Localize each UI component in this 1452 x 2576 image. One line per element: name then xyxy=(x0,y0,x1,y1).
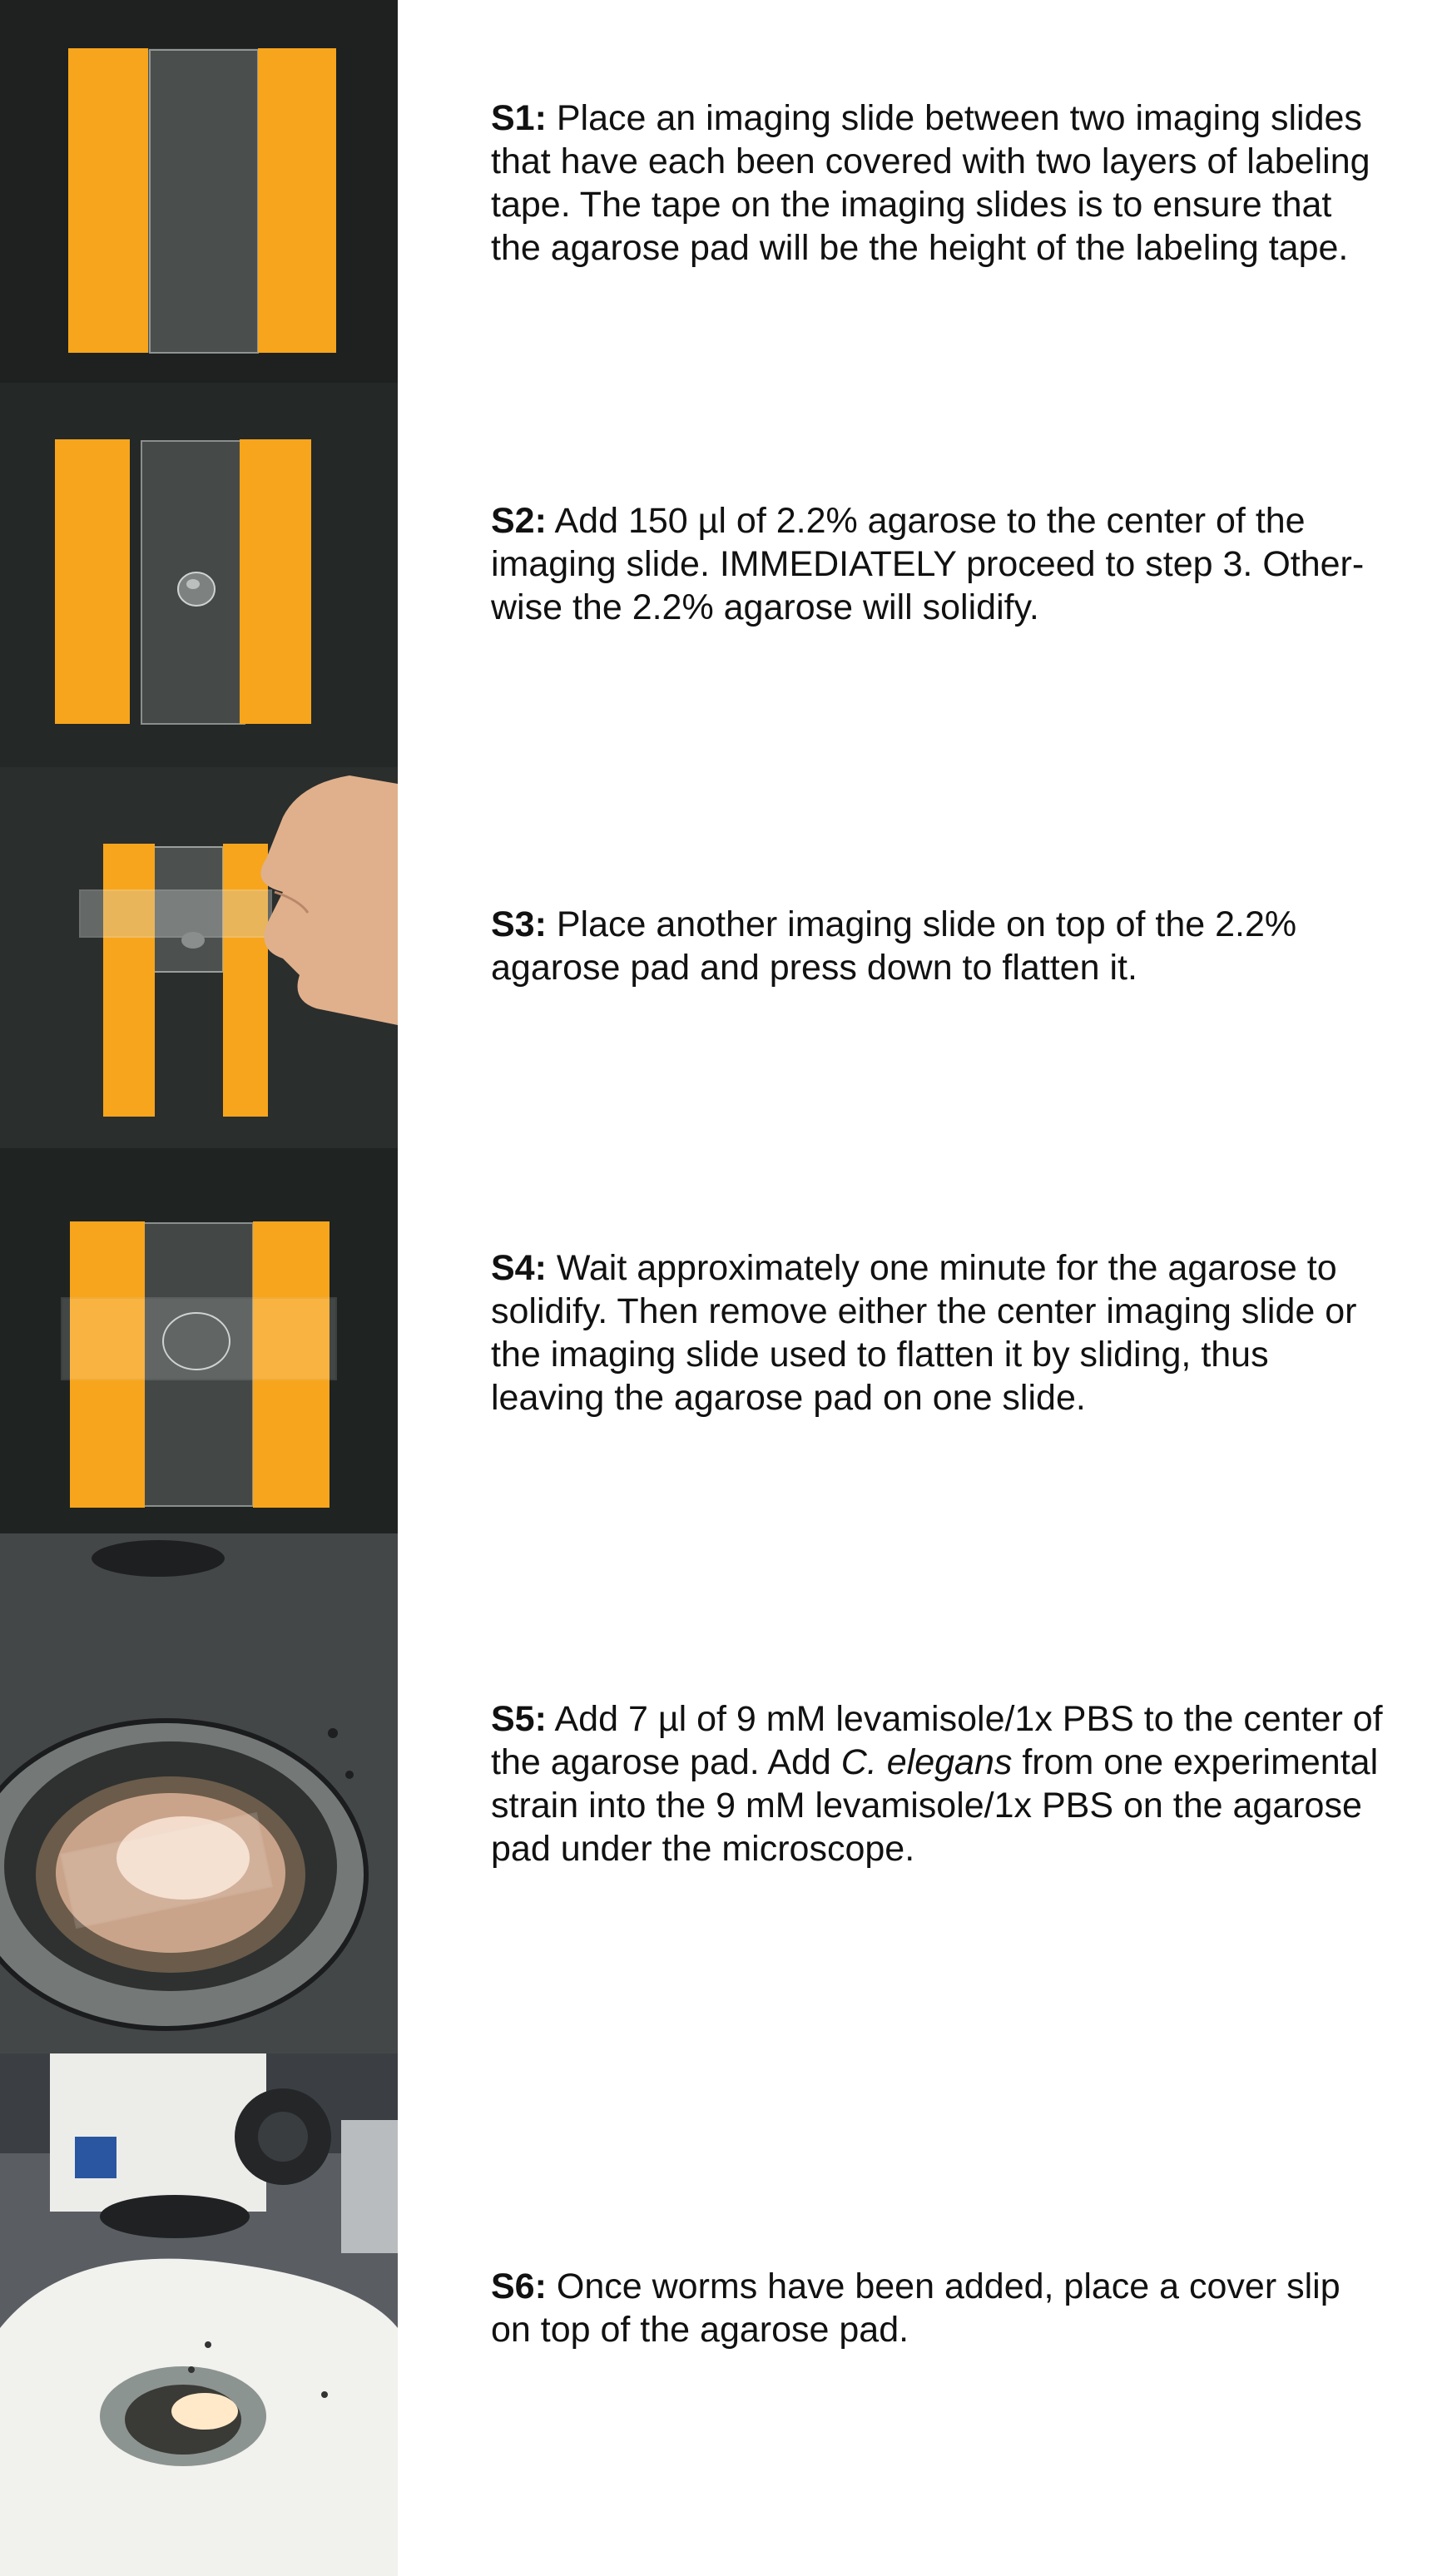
photo-step-1-image xyxy=(0,0,398,383)
step-s5-line-2: the agarose pad. Add C. elegans from one experimental xyxy=(491,1742,1379,1782)
step-s1-line-1: S1: Place an imaging slide between two imaging slides xyxy=(491,98,1362,138)
photo-step-2 xyxy=(0,383,398,767)
step-s6-line-1: S6: Once worms have been added, place a cover slip xyxy=(491,2266,1340,2306)
step-s5-line-3: strain into the 9 mM levamisole/1x PBS on the agarose xyxy=(491,1786,1362,1825)
photo-step-6-image xyxy=(0,2053,398,2576)
step-s1 xyxy=(491,97,1448,270)
step-s2-line-3: wise the 2.2% agarose will solidify. xyxy=(491,587,1039,627)
photo-step-3-image xyxy=(0,767,398,1148)
photo-step-1 xyxy=(0,0,398,383)
step-s5-label: S5: xyxy=(491,1699,547,1739)
photo-step-3 xyxy=(0,767,398,1148)
photo-step-5-image xyxy=(0,1533,398,2053)
step-s3-line-1: S3: Place another imaging slide on top of the 2.2% xyxy=(491,904,1297,944)
step-s5-line-1: S5: Add 7 µl of 9 mM levamisole/1x PBS to the center of xyxy=(491,1699,1383,1739)
step-s1-line-3: tape. The tape on the imaging slides is to ensure that xyxy=(491,185,1332,225)
step-s5 xyxy=(491,1697,1448,1870)
step-s2 xyxy=(491,499,1448,629)
step-s4-line-4: leaving the agarose pad on one slide. xyxy=(491,1378,1086,1418)
step-s2-line-1: S2: Add 150 µl of 2.2% agarose to the center of the xyxy=(491,501,1306,541)
step-s3-line-2: agarose pad and press down to flatten it. xyxy=(491,948,1137,988)
step-s2-line-2: imaging slide. IMMEDIATELY proceed to step 3. Other- xyxy=(491,544,1365,584)
step-s6-line-2: on top of the agarose pad. xyxy=(491,2310,909,2350)
step-s3 xyxy=(491,903,1448,989)
step-s5-line-4: pad under the microscope. xyxy=(491,1829,915,1869)
step-s6 xyxy=(491,2265,1448,2351)
step-s4-line-3: the imaging slide used to flatten it by sliding, thus xyxy=(491,1335,1269,1375)
photo-step-4 xyxy=(0,1148,398,1533)
step-s4-label: S4: xyxy=(491,1248,547,1288)
step-s4-line-1: S4: Wait approximately one minute for the agarose to xyxy=(491,1248,1337,1288)
photo-step-5 xyxy=(0,1533,398,2053)
photo-step-4-image xyxy=(0,1148,398,1533)
step-s2-label: S2: xyxy=(491,501,547,541)
photo-step-6 xyxy=(0,2053,398,2576)
step-s4 xyxy=(491,1246,1448,1419)
step-s1-label: S1: xyxy=(491,98,547,138)
step-s4-line-2: solidify. Then remove either the center imaging slide or xyxy=(491,1291,1357,1331)
step-s3-label: S3: xyxy=(491,904,547,944)
step-s1-line-2: that have each been covered with two layers of labeling xyxy=(491,141,1370,181)
step-s1-line-4: the agarose pad will be the height of the labeling tape. xyxy=(491,228,1349,268)
photo-step-2-image xyxy=(0,383,398,767)
species-name: C. elegans xyxy=(840,1742,1013,1782)
step-s6-label: S6: xyxy=(491,2266,547,2306)
